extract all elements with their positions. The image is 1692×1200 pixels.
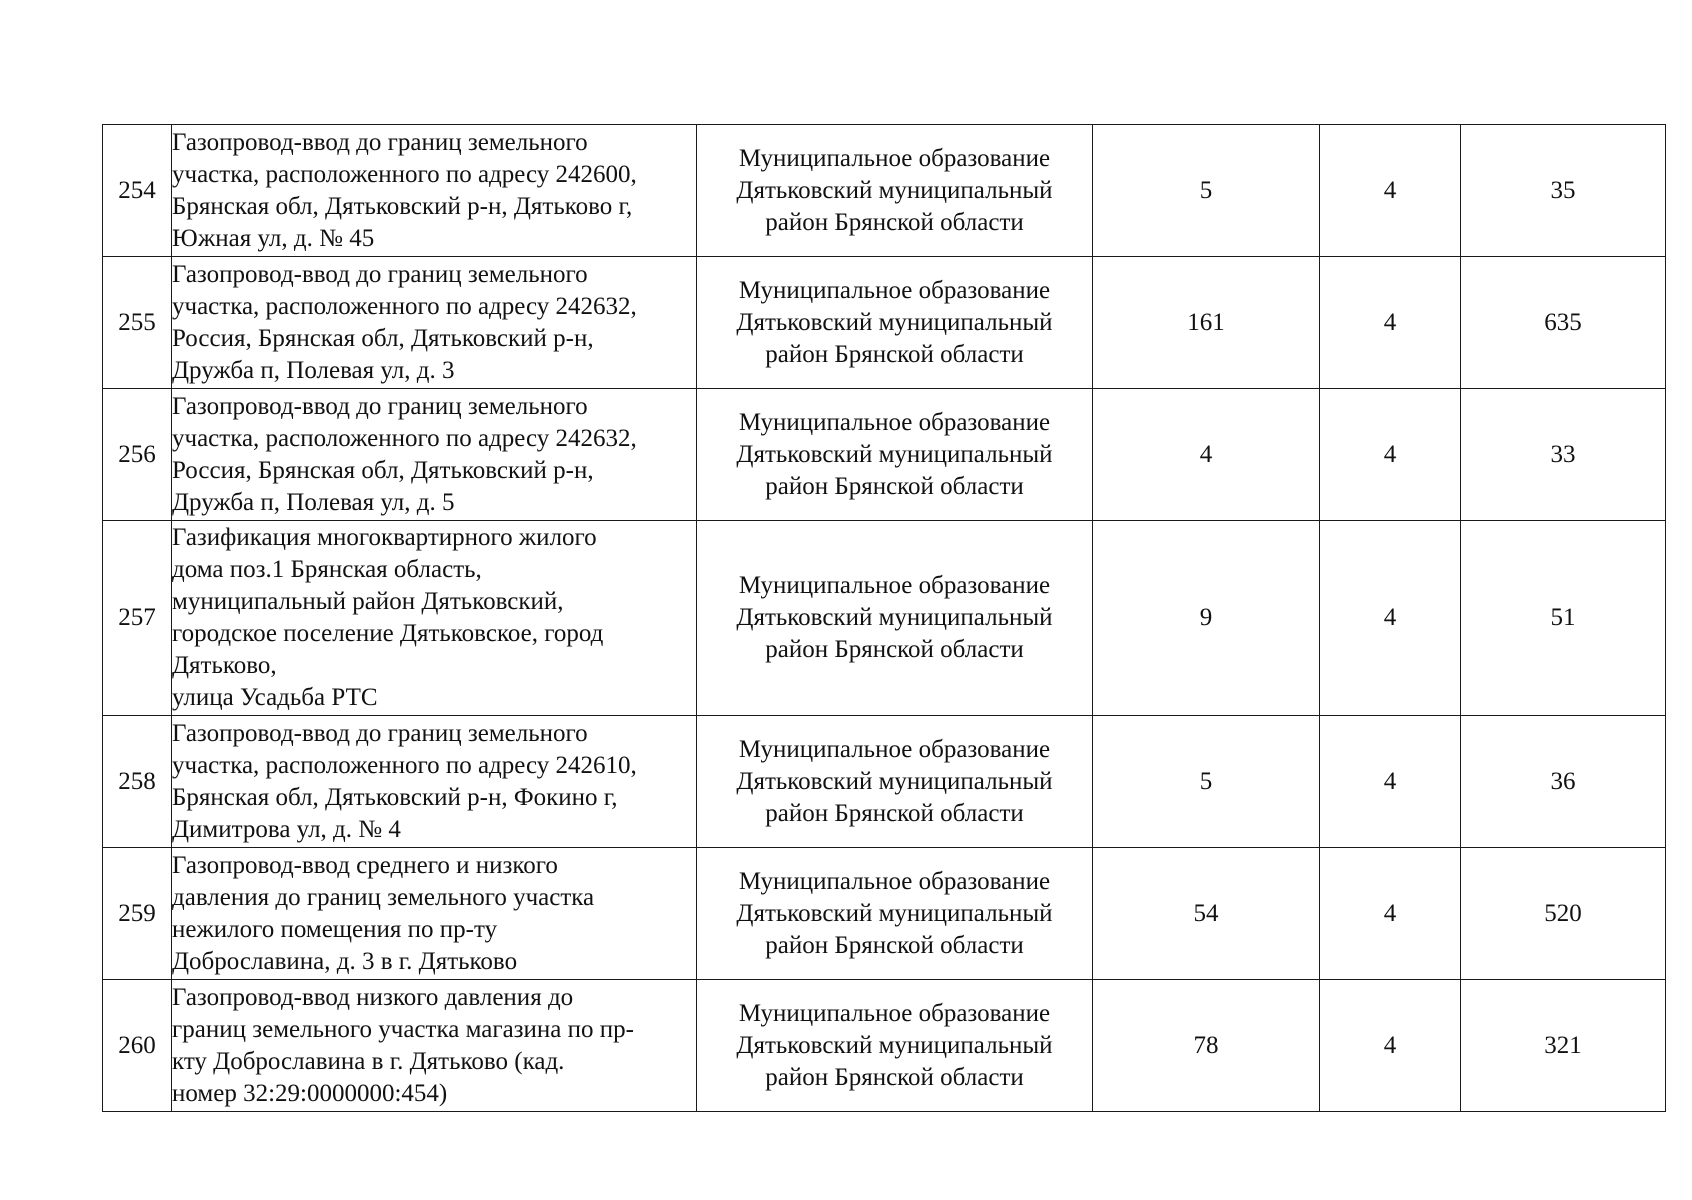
owner-cell [697, 716, 1093, 848]
owner-line: район Брянской области [765, 636, 1024, 663]
object-name-line: кту Доброславина в г. Дятьково (кад. [172, 1047, 565, 1075]
owner-line: район Брянской области [765, 472, 1024, 500]
object-name-line: Доброславина, д. 3 в г. Дятьково [172, 947, 518, 975]
value-cell-col4: 4 [1093, 389, 1320, 521]
owner-line: Муниципальное образование [738, 144, 1051, 172]
object-name-cell [172, 125, 697, 257]
owner-line: Муниципальное образование [738, 408, 1051, 436]
object-name-line: Дятьково, [172, 652, 277, 679]
value-cell-col6: 51 [1461, 521, 1666, 716]
object-name-cell [172, 848, 697, 980]
owner-line: район Брянской области [765, 340, 1024, 368]
owner-line: Муниципальное образование [738, 276, 1051, 304]
owner-line: Дятьковский муниципальный [736, 899, 1053, 927]
value-cell-col6: 635 [1461, 257, 1666, 389]
owner-line: Дятьковский муниципальный [736, 440, 1053, 468]
object-name-line: Брянская обл, Дятьковский р-н, Дятьково г, [172, 192, 633, 220]
owner-line: Муниципальное образование [738, 572, 1051, 599]
object-name-cell [172, 716, 697, 848]
value-cell-col6: 35 [1461, 125, 1666, 257]
table-row [103, 848, 1666, 980]
registry-table-body [103, 125, 1666, 1112]
table-row [103, 521, 1666, 716]
table-row [103, 125, 1666, 257]
object-name-line: Газификация многоквартирного жилого [172, 524, 597, 551]
object-name-line: участка, расположенного по адресу 242632, [172, 292, 637, 320]
object-name-line: Газопровод-ввод низкого давления до [172, 983, 574, 1011]
row-number-cell: 260 [103, 980, 172, 1112]
owner-cell [697, 980, 1093, 1112]
value-cell-col6: 321 [1461, 980, 1666, 1112]
object-name-line: нежилого помещения по пр-ту [172, 915, 498, 943]
object-name-cell [172, 980, 697, 1112]
value-cell-col4: 9 [1093, 521, 1320, 716]
object-name-line: участка, расположенного по адресу 242610, [172, 751, 637, 779]
table-row [103, 389, 1666, 521]
owner-line: Дятьковский муниципальный [736, 176, 1053, 204]
owner-cell [697, 848, 1093, 980]
value-cell-col5: 4 [1320, 257, 1461, 389]
object-name-cell [172, 389, 697, 521]
value-cell-col6: 33 [1461, 389, 1666, 521]
object-name-line: Газопровод-ввод среднего и низкого [172, 851, 558, 879]
value-cell-col4: 78 [1093, 980, 1320, 1112]
row-number-cell: 257 [103, 521, 172, 716]
object-name-line: дома поз.1 Брянская область, [172, 556, 482, 583]
owner-line: Муниципальное образование [738, 867, 1051, 895]
owner-line: Дятьковский муниципальный [736, 604, 1053, 631]
owner-line: Муниципальное образование [738, 999, 1051, 1027]
object-name-line: муниципальный район Дятьковский, [172, 588, 564, 615]
table-row [103, 257, 1666, 389]
value-cell-col5: 4 [1320, 848, 1461, 980]
row-number-cell: 255 [103, 257, 172, 389]
owner-line: район Брянской области [765, 799, 1024, 827]
object-name-line: Газопровод-ввод до границ земельного [172, 260, 588, 288]
object-name-line: Брянская обл, Дятьковский р-н, Фокино г, [172, 783, 618, 811]
owner-line: район Брянской области [765, 931, 1024, 959]
table-row [103, 980, 1666, 1112]
object-name-line: Газопровод-ввод до границ земельного [172, 719, 588, 747]
row-number-cell: 254 [103, 125, 172, 257]
object-name-line: давления до границ земельного участка [172, 883, 595, 911]
row-number-cell: 256 [103, 389, 172, 521]
owner-line: район Брянской области [765, 208, 1024, 236]
object-name-line: участка, расположенного по адресу 242600, [172, 160, 637, 188]
owner-line: Муниципальное образование [738, 735, 1051, 763]
object-name-line: Газопровод-ввод до границ земельного [172, 392, 588, 420]
value-cell-col4: 5 [1093, 716, 1320, 848]
owner-line: район Брянской области [765, 1063, 1024, 1091]
value-cell-col5: 4 [1320, 521, 1461, 716]
object-name-line: Россия, Брянская обл, Дятьковский р-н, [172, 456, 594, 484]
row-number-cell: 258 [103, 716, 172, 848]
owner-cell [697, 125, 1093, 257]
table-row [103, 716, 1666, 848]
value-cell-col5: 4 [1320, 980, 1461, 1112]
row-number-cell: 259 [103, 848, 172, 980]
object-name-line: номер 32:29:0000000:454) [172, 1079, 448, 1107]
object-name-line: участка, расположенного по адресу 242632, [172, 424, 637, 452]
registry-table [102, 124, 1666, 1112]
object-name-line: Газопровод-ввод до границ земельного [172, 128, 588, 156]
object-name-line: границ земельного участка магазина по пр- [172, 1015, 634, 1043]
value-cell-col5: 4 [1320, 389, 1461, 521]
value-cell-col5: 4 [1320, 716, 1461, 848]
value-cell-col6: 36 [1461, 716, 1666, 848]
object-name-line: Дружба п, Полевая ул, д. 5 [172, 488, 455, 516]
object-name-line: Южная ул, д. № 45 [172, 224, 375, 252]
owner-line: Дятьковский муниципальный [736, 1031, 1053, 1059]
owner-cell [697, 257, 1093, 389]
owner-line: Дятьковский муниципальный [736, 767, 1053, 795]
owner-cell [697, 389, 1093, 521]
value-cell-col4: 54 [1093, 848, 1320, 980]
value-cell-col5: 4 [1320, 125, 1461, 257]
object-name-cell [172, 257, 697, 389]
value-cell-col4: 161 [1093, 257, 1320, 389]
owner-cell [697, 521, 1093, 716]
value-cell-col6: 520 [1461, 848, 1666, 980]
value-cell-col4: 5 [1093, 125, 1320, 257]
owner-line: Дятьковский муниципальный [736, 308, 1053, 336]
object-name-cell [172, 521, 697, 716]
object-name-line: городское поселение Дятьковское, город [172, 620, 604, 647]
object-name-line: Дружба п, Полевая ул, д. 3 [172, 356, 455, 384]
object-name-line: Россия, Брянская обл, Дятьковский р-н, [172, 324, 594, 352]
object-name-line: Димитрова ул, д. № 4 [172, 815, 401, 843]
object-name-line: улица Усадьба РТС [172, 684, 378, 711]
